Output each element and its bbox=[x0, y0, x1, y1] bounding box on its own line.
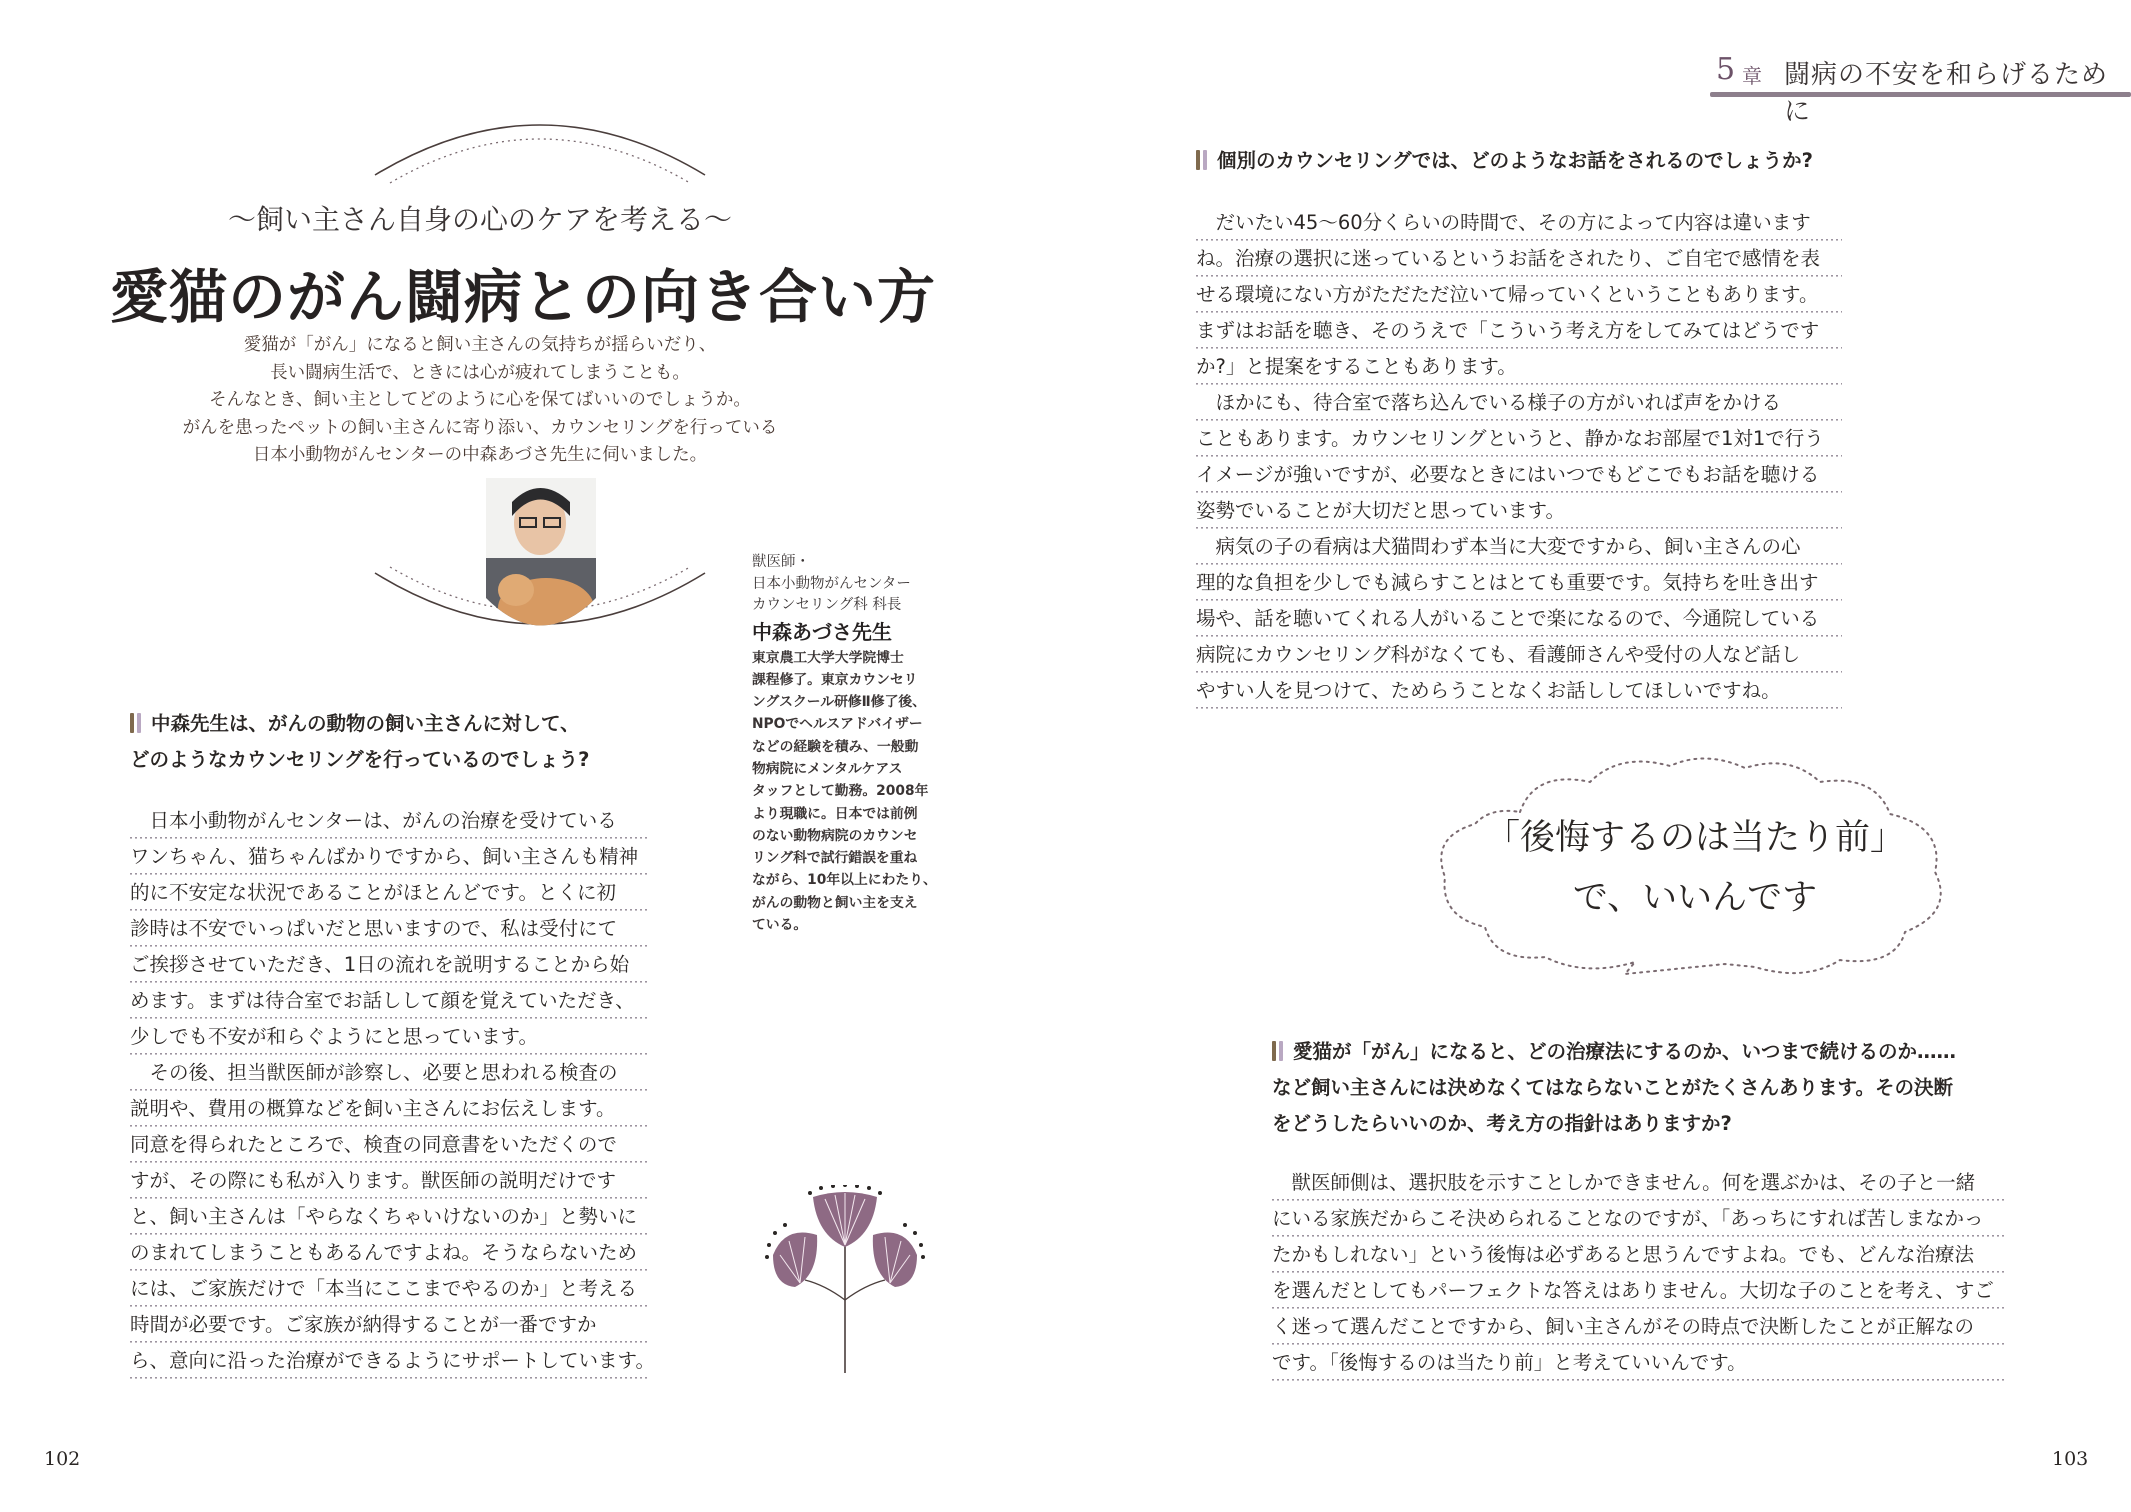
doctor-portrait-photo bbox=[478, 478, 604, 643]
chapter-rule bbox=[1710, 92, 2131, 97]
heading-bar-icon bbox=[130, 713, 134, 733]
lead-line: 愛猫が「がん」になると飼い主さんの気持ちが揺らいだり、 bbox=[243, 335, 717, 355]
question-heading-2 bbox=[1196, 143, 1896, 179]
lead-line: 日本小動物がんセンターの中森あづさ先生に伺いました。 bbox=[252, 445, 708, 465]
body-line: 時間が必要です。ご家族が納得することが一番ですか bbox=[130, 1308, 650, 1344]
profile-title-line: 日本小動物がんセンター bbox=[752, 575, 911, 592]
decorative-arc-icon bbox=[360, 105, 720, 185]
doctor-name: 中森あづさ先生 bbox=[752, 619, 892, 644]
chapter-header bbox=[1710, 50, 2131, 127]
question-line: 個別のカウンセリングでは、どのようなお話をされるのでしょうか? bbox=[1217, 149, 1813, 172]
body-line: 場や、話を聴いてくれる人がいることで楽になるので、今通院している bbox=[1196, 602, 1842, 638]
bio-line: NPOでヘルスアドバイザー bbox=[752, 716, 923, 733]
answer-body-1 bbox=[130, 804, 655, 1380]
article-title: 愛猫のがん闘病との向き合い方 bbox=[110, 263, 937, 331]
body-line: せる環境にない方がただただ泣いて帰っていくということもあります。 bbox=[1196, 278, 1842, 314]
question-line: 中森先生は、がんの動物の飼い主さんに対して、 bbox=[151, 712, 580, 735]
body-line: イメージが強いですが、必要なときにはいつでもどこでもお話を聴ける bbox=[1196, 458, 1842, 494]
heading-bar-icon bbox=[1279, 1041, 1283, 1061]
question-line: どのようなカウンセリングを行っているのでしょう? bbox=[130, 748, 590, 771]
bio-line: タッフとして勤務。2008年 bbox=[752, 783, 929, 800]
body-line: のまれてしまうこともあるんですよね。そうならないため bbox=[130, 1236, 650, 1272]
body-line: ワンちゃん、猫ちゃんばかりですから、飼い主さんも精神 bbox=[130, 840, 650, 876]
profile-title-line: 獣医師・ bbox=[752, 554, 810, 570]
body-line: ら、意向に沿った治療ができるようにサポートしています。 bbox=[130, 1344, 650, 1380]
body-line: と、飼い主さんは「やらなくちゃいけないのか」と勢いに bbox=[130, 1200, 650, 1236]
body-line: を選んだとしてもパーフェクトな答えはありません。大切な子のことを考え、すご bbox=[1272, 1274, 2004, 1310]
body-line: たかもしれない」という後悔は必ずあると思うんですよね。でも、どんな治療法 bbox=[1272, 1238, 2004, 1274]
chapter-label: 章 bbox=[1742, 64, 1762, 88]
question-heading-1 bbox=[130, 706, 690, 778]
answer-body-2 bbox=[1196, 206, 1842, 710]
lead-line: 長い闘病生活で、ときには心が疲れてしまうことも。 bbox=[270, 362, 690, 383]
body-line: 少しでも不安が和らぐようにと思っています。 bbox=[130, 1020, 650, 1056]
body-line: 同意を得られたところで、検査の同意書をいただくので bbox=[130, 1128, 650, 1164]
body-line: 病院にカウンセリング科がなくても、看護師さんや受付の人など話し bbox=[1196, 638, 1842, 674]
body-line: には、ご家族だけで「本当にここまでやるのか」と考える bbox=[130, 1272, 650, 1308]
lead-line: がんを患ったペットの飼い主さんに寄り添い、カウンセリングを行っている bbox=[182, 417, 778, 438]
body-line: まずはお話を聴き、そのうえで「こういう考え方をしてみてはどうです bbox=[1196, 314, 1842, 350]
body-line: 日本小動物がんセンターは、がんの治療を受けている bbox=[130, 804, 650, 840]
question-line: 愛猫が「がん」になると、どの治療法にするのか、いつまで続けるのか…… bbox=[1293, 1040, 1957, 1063]
body-line: ね。治療の選択に迷っているというお話をされたり、ご自宅で感情を表 bbox=[1196, 242, 1842, 278]
chapter-title: 闘病の不安を和らげるために bbox=[1784, 60, 2109, 127]
flower-illustration-icon bbox=[755, 1185, 955, 1375]
body-line: 診時は不安でいっぱいだと思いますので、私は受付にて bbox=[130, 912, 650, 948]
body-line: 説明や、費用の概算などを飼い主さんにお伝えします。 bbox=[130, 1092, 650, 1128]
pull-quote-line: で、いいんです bbox=[1572, 878, 1818, 918]
page-number-right: 103 bbox=[2052, 1448, 2089, 1470]
body-line: こともあります。カウンセリングというと、静かなお部屋で1対1で行う bbox=[1196, 422, 1842, 458]
body-line: ご挨拶させていただき、1日の流れを説明することから始 bbox=[130, 948, 650, 984]
bio-line: 東京農工大学大学院博士 bbox=[752, 649, 904, 666]
heading-bar-icon bbox=[1196, 150, 1200, 170]
bio-line: 物病院にメンタルケアス bbox=[752, 760, 903, 777]
bio-line: リング科で試行錯誤を重ね bbox=[752, 850, 918, 867]
body-line: 姿勢でいることが大切だと思っています。 bbox=[1196, 494, 1842, 530]
body-line: めます。まずは待合室でお話しして顔を覚えていただき、 bbox=[130, 984, 650, 1020]
bio-line: 課程修了。東京カウンセリ bbox=[752, 671, 918, 688]
body-line: 的に不安定な状況であることがほとんどです。とくに初 bbox=[130, 876, 650, 912]
body-line: 病気の子の看病は犬猫問わず本当に大変ですから、飼い主さんの心 bbox=[1196, 530, 1842, 566]
heading-bar-icon bbox=[137, 713, 141, 733]
question-line: をどうしたらいいのか、考え方の指針はありますか? bbox=[1272, 1112, 1732, 1135]
page-number-left: 102 bbox=[44, 1448, 81, 1470]
body-line: にいる家族だからこそ決められることなのですが、「あっちにすれば苦しまなかっ bbox=[1272, 1202, 2004, 1238]
body-line: その後、担当獣医師が診察し、必要と思われる検査の bbox=[130, 1056, 650, 1092]
question-heading-3 bbox=[1272, 1034, 2012, 1142]
bio-line: ングスクール研修Ⅱ修了後、 bbox=[752, 694, 926, 711]
article-subtitle: ～飼い主さん自身の心のケアを考える～ bbox=[227, 203, 732, 236]
body-line: ほかにも、待合室で落ち込んでいる様子の方がいれば声をかける bbox=[1196, 386, 1842, 422]
bio-line: などの経験を積み、一般動 bbox=[752, 738, 919, 755]
body-line: やすい人を見つけて、ためらうことなくお話ししてほしいですね。 bbox=[1196, 674, 1842, 710]
bio-line: がんの動物と飼い主を支え bbox=[752, 894, 918, 911]
body-line: 獣医師側は、選択肢を示すことしかできません。何を選ぶかは、その子と一緒 bbox=[1272, 1166, 2004, 1202]
bio-line: ている。 bbox=[752, 917, 808, 934]
question-line: など飼い主さんには決めなくてはならないことがたくさんあります。その決断 bbox=[1272, 1076, 1953, 1099]
body-line: く迷って選んだことですから、飼い主さんがその時点で決断したことが正解なの bbox=[1272, 1310, 2004, 1346]
pull-quote-line: 「後悔するのは当たり前」 bbox=[1484, 818, 1905, 858]
answer-body-3 bbox=[1272, 1166, 2004, 1382]
chapter-number: 5 bbox=[1716, 52, 1736, 87]
lead-text bbox=[150, 332, 810, 470]
heading-bar-icon bbox=[1203, 150, 1207, 170]
bio-line: より現職に。日本では前例 bbox=[752, 805, 918, 822]
body-line: 理的な負担を少しでも減らすことはとても重要です。気持ちを吐き出す bbox=[1196, 566, 1842, 602]
lead-line: そんなとき、飼い主としてどのように心を保てばいいのでしょうか。 bbox=[209, 390, 751, 410]
pull-quote bbox=[1460, 808, 1930, 928]
profile-title-line: カウンセリング科 科長 bbox=[752, 597, 902, 613]
bio-line: ながら、10年以上にわたり、 bbox=[752, 872, 937, 889]
doctor-profile bbox=[752, 552, 942, 936]
body-line: だいたい45～60分くらいの時間で、その方によって内容は違います bbox=[1196, 206, 1842, 242]
body-line: です。「後悔するのは当たり前」と考えていいんです。 bbox=[1272, 1346, 2004, 1382]
doctor-bio bbox=[752, 647, 942, 937]
bio-line: のない動物病院のカウンセ bbox=[752, 827, 918, 844]
body-line: すが、その際にも私が入ります。獣医師の説明だけです bbox=[130, 1164, 650, 1200]
heading-bar-icon bbox=[1272, 1041, 1276, 1061]
body-line: か?」と提案をすることもあります。 bbox=[1196, 350, 1842, 386]
